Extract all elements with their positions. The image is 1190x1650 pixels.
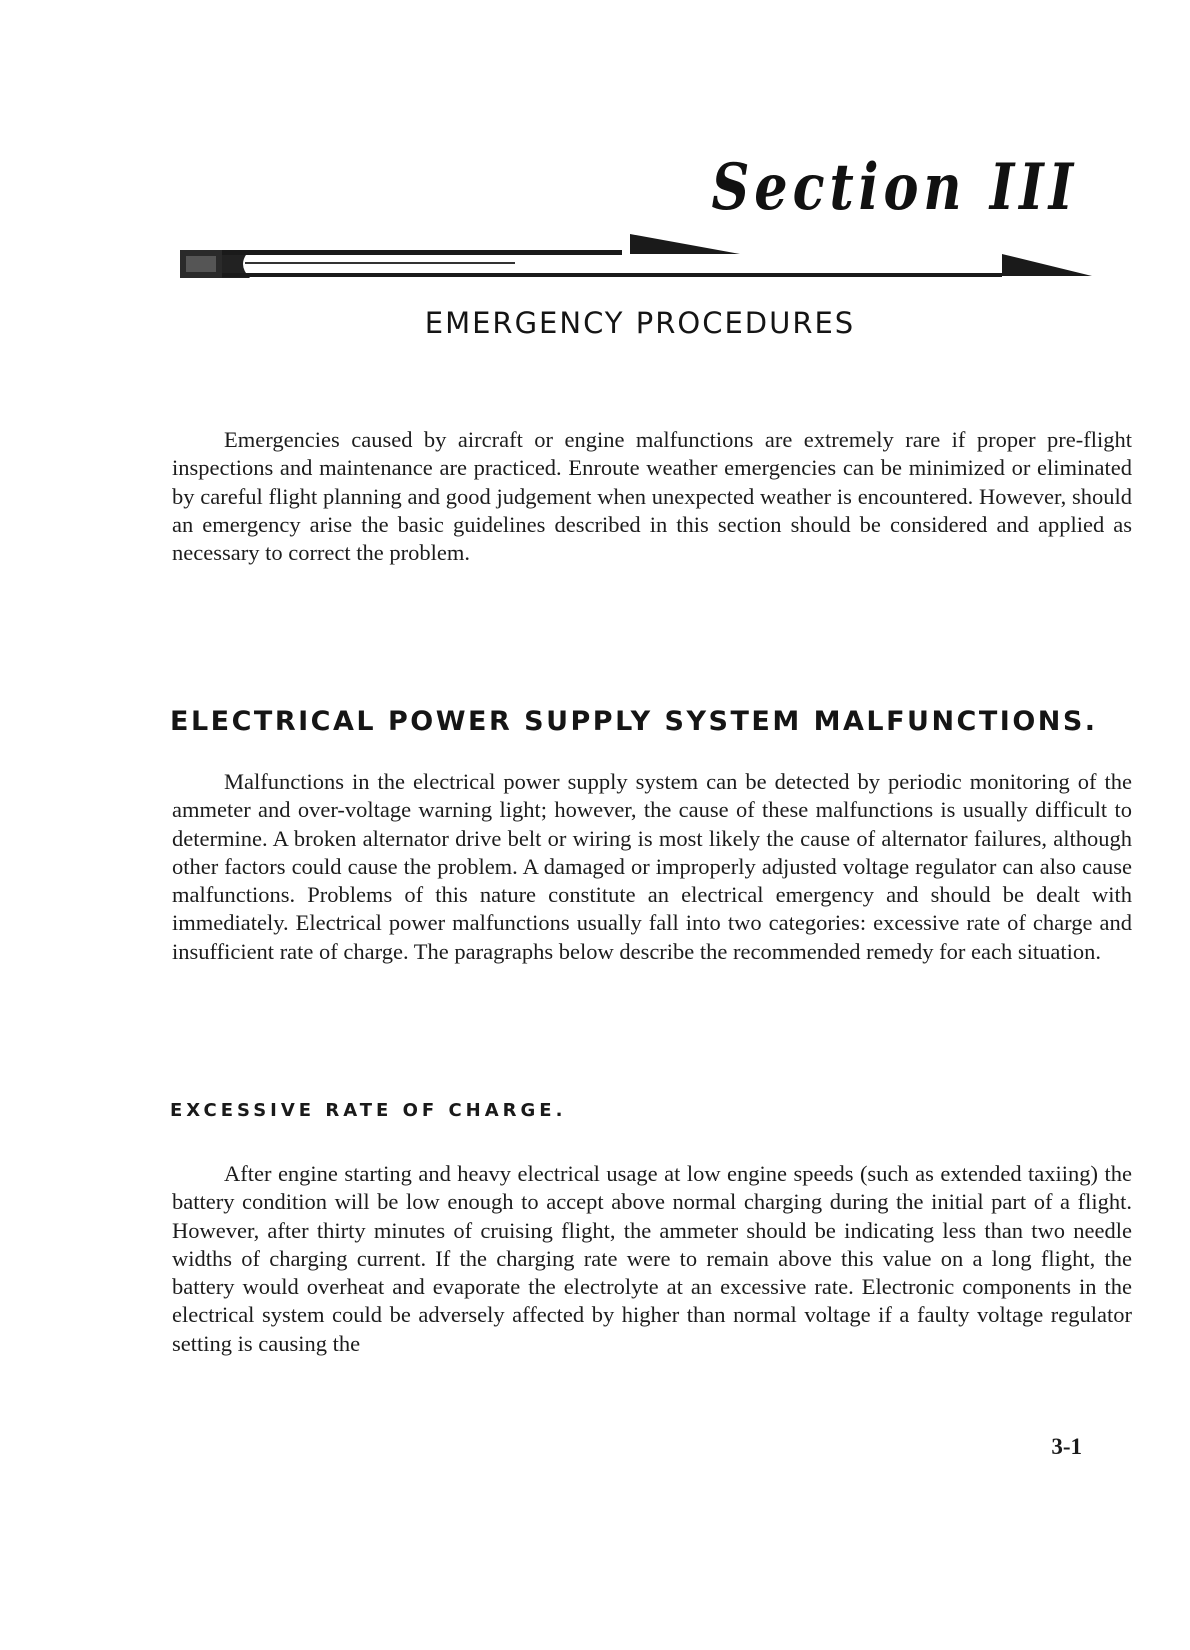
electrical-section-heading: ELECTRICAL POWER SUPPLY SYSTEM MALFUNCTIONS. (170, 706, 1098, 737)
page-heading: EMERGENCY PROCEDURES (424, 306, 856, 340)
excessive-charge-heading: EXCESSIVE RATE OF CHARGE. (170, 1100, 567, 1121)
section-divider-rule (0, 0, 1190, 300)
rule-lower-line (222, 273, 1002, 277)
intro-paragraph: Emergencies caused by aircraft or engine malfunctions are extremely rare if proper pre-flight inspections and maintenance are practiced. Enroute weather emergencies can be minimized or eliminated by careful flight planning and good judgement when unexpected weather is encountered. However, should an emergency arise the basic guidelines described in this section should be considered and applied as necessary to correct the problem. (172, 427, 1132, 566)
rule-upper-line (222, 250, 622, 255)
electrical-paragraph: Malfunctions in the electrical power supply system can be detected by periodic monitoring of the ammeter and over-voltage warning light; however, the cause of these malfunctions is usually difficult to determine. A broken alternator drive belt or wiring is most likely the cause of alternator failures, although other factors could cause the problem. A damaged or improperly adjusted voltage regulator can also cause malfunctions. Problems of this nature constitute an electrical emergency and should be dealt with immediately. Electrical power malfunctions usually fall into two categories: excessive rate of charge and insufficient rate of charge. The paragraphs below describe the recommended remedy for each situation. (172, 769, 1132, 964)
page-number: 3-1 (1051, 1434, 1082, 1459)
section-title: Section III (711, 150, 1078, 225)
rule-upper-arrow (630, 234, 740, 254)
excessive-charge-paragraph: After engine starting and heavy electrical usage at low engine speeds (such as extended taxiing) the battery condition will be low enough to accept above normal charging during the initial part of a flight. However, after thirty minutes of cruising flight, the ammeter should be indicating less than two needle widths of charging current. If the charging rate were to remain above this value on a long flight, the battery would overheat and evaporate the electrolyte at an excessive rate. Electronic components in the electrical system could be adversely affected by higher than normal voltage if a faulty voltage regulator setting is causing the (172, 1161, 1132, 1356)
rule-lower-arrow (1002, 254, 1092, 276)
